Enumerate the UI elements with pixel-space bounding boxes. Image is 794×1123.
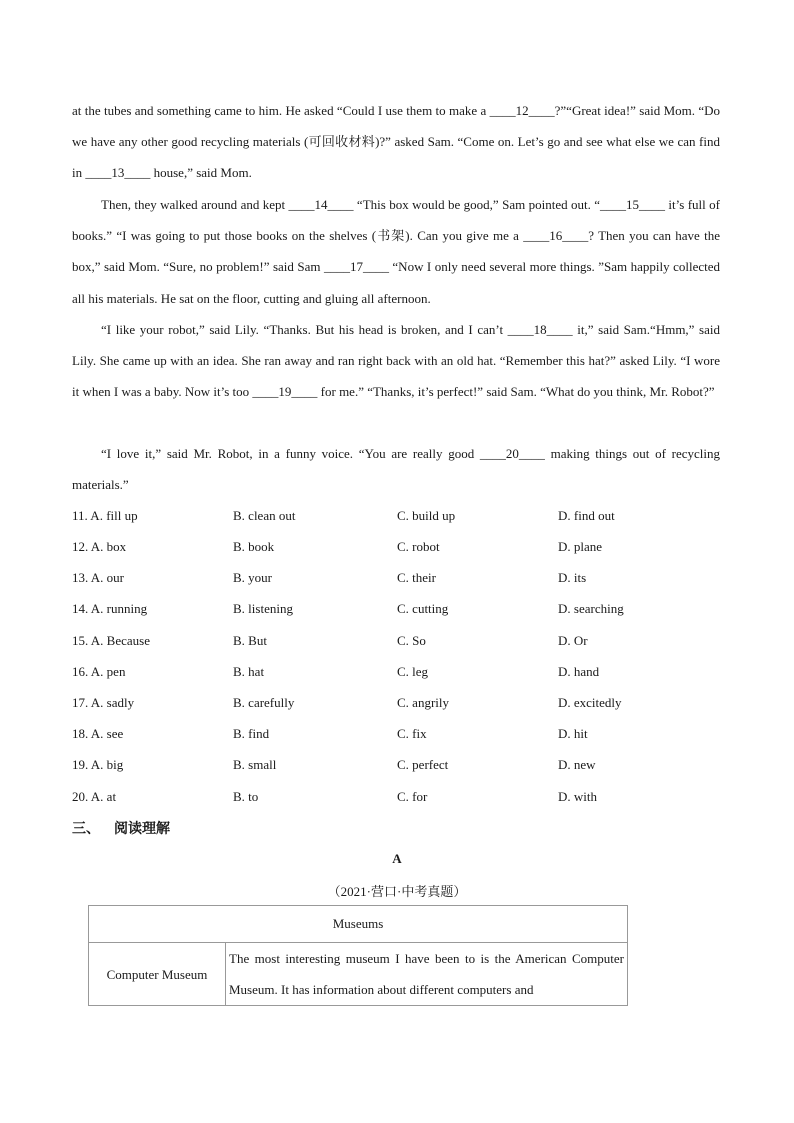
option-a: 17. A. sadly (72, 695, 135, 710)
option-row-19 (72, 757, 732, 777)
option-b: B. listening (233, 601, 293, 616)
passage-source: （2021·营口·中考真题） (327, 884, 467, 899)
option-c: C. their (397, 570, 436, 585)
option-d: D. searching (558, 601, 624, 616)
option-a: 15. A. Because (72, 633, 150, 648)
option-c: C. robot (397, 539, 440, 554)
option-d: D. Or (558, 633, 588, 648)
option-row-17 (72, 695, 732, 715)
passage-paragraph-1: at the tubes and something came to him. He asked “Could I use them to make a ____12____?”“Great idea!” said Mom. “Do we have any other good recycling materials (可回收材料)?” asked Sam. “Come on. Let’s go and see what else we can find in ____13____ house,” said Mom. (72, 103, 720, 181)
option-a: 14. A. running (72, 601, 148, 616)
option-c: C. So (397, 633, 426, 648)
option-d: D. hand (558, 664, 600, 679)
option-d: D. hit (558, 726, 588, 741)
option-c: C. fix (397, 726, 427, 741)
option-a: 12. A. box (72, 539, 127, 554)
option-a: 19. A. big (72, 757, 124, 772)
option-b: B. small (233, 757, 277, 772)
option-row-16 (72, 664, 732, 684)
option-d: D. find out (558, 508, 615, 523)
option-d: D. its (558, 570, 587, 585)
option-b: B. your (233, 570, 272, 585)
option-d: D. excitedly (558, 695, 622, 710)
option-d: D. with (558, 789, 597, 804)
option-b: B. hat (233, 664, 265, 679)
option-c: C. leg (397, 664, 429, 679)
option-row-11 (72, 508, 732, 528)
option-a: 20. A. at (72, 789, 117, 804)
passage-label: A (392, 851, 402, 866)
museum-name: Computer Museum (89, 943, 226, 1006)
option-c: C. cutting (397, 601, 449, 616)
option-a: 16. A. pen (72, 664, 126, 679)
section-number: 三、 (72, 821, 100, 837)
option-row-14 (72, 601, 732, 621)
option-row-15 (72, 633, 732, 653)
option-a: 11. A. fill up (72, 508, 138, 523)
option-b: B. But (233, 633, 267, 648)
passage-paragraph-2: Then, they walked around and kept ____14____ “This box would be good,” Sam pointed out. “____15____ it’s full of books.” “I was going to put those books on the shelves (书架). Can you give me a ____16____? Then you can have the box,” said Mom. “Sure, no problem!” said Sam ____17____ “Now I only need several more things. ”Sam happily collected all his materials. He sat on the floor, cutting and gluing all afternoon. (72, 197, 720, 306)
option-c: C. for (397, 789, 428, 804)
option-row-13 (72, 570, 732, 590)
option-c: C. build up (397, 508, 456, 523)
option-row-12 (72, 539, 732, 559)
section-heading (72, 818, 170, 838)
option-row-18 (72, 726, 732, 746)
option-b: B. clean out (233, 508, 296, 523)
section-title: 阅读理解 (114, 821, 170, 837)
museum-description: The most interesting museum I have been to is the American Computer Museum. It has information about different computers and (226, 943, 628, 1006)
table-header: Museums (89, 906, 628, 943)
option-row-20 (72, 789, 732, 809)
option-a: 13. A. our (72, 570, 124, 585)
option-d: D. new (558, 757, 596, 772)
option-b: B. to (233, 789, 259, 804)
museums-table (88, 905, 628, 1006)
option-a: 18. A. see (72, 726, 124, 741)
option-b: B. carefully (233, 695, 295, 710)
option-c: C. perfect (397, 757, 449, 772)
table-row (89, 943, 628, 1006)
option-b: B. book (233, 539, 275, 554)
option-b: B. find (233, 726, 270, 741)
passage-paragraph-3: “I like your robot,” said Lily. “Thanks. But his head is broken, and I can’t ____18____ it,” said Sam.“Hmm,” said Lily. She came up with an idea. She ran away and ran right back with an old hat. “Remember this hat?” asked Lily. “I wore it when I was a baby. Now it’s too ____19____ for me.” “Thanks, it’s perfect!” said Sam. “What do you think, Mr. Robot?” (72, 322, 720, 400)
option-d: D. plane (558, 539, 603, 554)
passage-paragraph-4: “I love it,” said Mr. Robot, in a funny voice. “You are really good ____20____ making things out of recycling materials.” (72, 446, 720, 493)
option-c: C. angrily (397, 695, 449, 710)
